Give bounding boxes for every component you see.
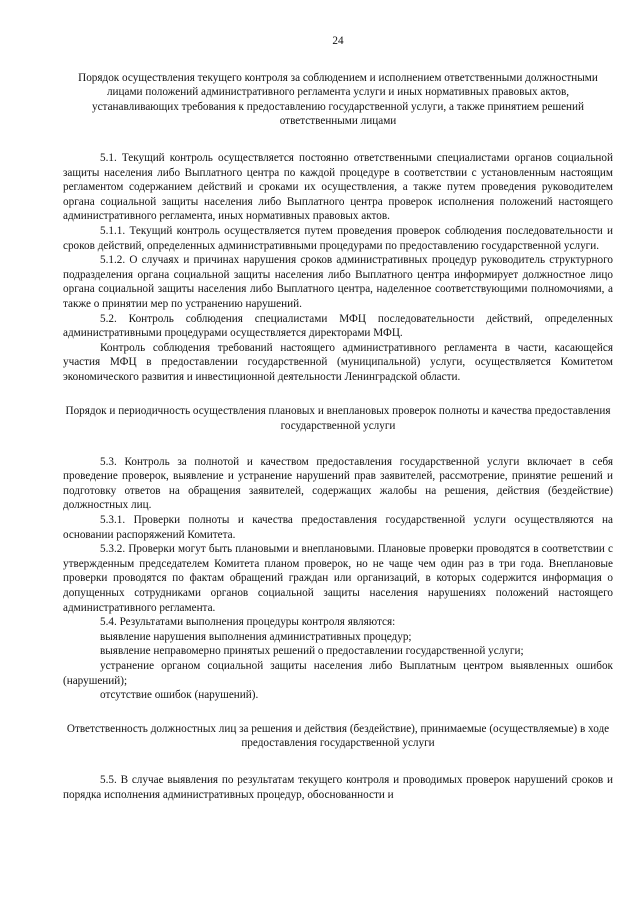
section-heading-inspections: Порядок и периодичность осуществления плановых и внеплановых проверок полноты и качества предоставления государственной услуги [65, 405, 611, 433]
list-item-violations: выявление нарушения выполнения административных процедур; [100, 630, 412, 643]
paragraph-5-4: 5.4. Результатами выполнения процедуры контроля являются: [100, 616, 396, 629]
paragraph-5-3-2: 5.3.2. Проверки могут быть плановыми и внеплановыми. Плановые проверки проводятся в соответствии с утвержденным председателем Комитета планом проверок, но не чаще чем один раз в три года. Внеплановые проверки проводятся по фактам обращений граждан или организаций, в которых содержится информация о допущенных сотрудниками органов социальной защиты населения нарушениях положений настоящего административного регламента. [63, 543, 613, 614]
paragraph-5-2: 5.2. Контроль соблюдения специалистами МФЦ последовательности действий, определенных административными процедурами осуществляется директорами МФЦ. [63, 312, 613, 340]
paragraph-5-3: 5.3. Контроль за полнотой и качеством предоставления государственной услуги включает в себя проведение проверок, выявление и устранение нарушений прав заявителей, рассмотрение, принятие решений и подготовку ответов на обращения заявителей, содержащих жалобы на решения, действия (бездействие) должностных лиц. [63, 455, 613, 512]
paragraph-5-3-1: 5.3.1. Проверки полноты и качества предоставления государственной услуги осуществляются на основании распоряжений Комитета. [63, 514, 613, 541]
section-heading-current-control: Порядок осуществления текущего контроля за соблюдением и исполнением ответственными должностными лицами положений административного регламента услуги и иных нормативных правовых актов, устанавливающих требования к предоставлению государственной услуги, а также принятием решений ответственными лицами [78, 71, 598, 128]
paragraph-5-1-2: 5.1.2. О случаях и причинах нарушения сроков административных процедур руководитель структурного подразделения органа социальной защиты населения либо Выплатного центра информирует должностное лицо органа социальной защиты населения либо Выплатного центра, наделенное соответствующими полномочиями, а также о принятии мер по устранению нарушений. [63, 254, 613, 310]
paragraph-5-1: 5.1. Текущий контроль осуществляется постоянно ответственными специалистами органов социальной защиты населения либо Выплатного центра по каждой процедуре в соответствии с установленным настоящим регламентом содержанием действий и сроками их осуществления, а также путем проведения руководителем органа социальной защиты населения либо Выплатного центра проверок исполнения положений настоящего административного регламента, иных нормативных правовых актов. [63, 151, 613, 223]
paragraph-mfc-control: Контроль соблюдения требований настоящего административного регламента в части, касающейся участия МФЦ в предоставлении государственной (муниципальной) услуги, осуществляется Комитетом экономического развития и инвестиционной деятельности Ленинградской области. [63, 341, 613, 383]
section-heading-responsibility: Ответственность должностных лиц за решения и действия (бездействие), принимаемые (осуществляемые) в ходе предоставления государственной услуги [66, 722, 610, 750]
list-item-no-errors: отсутствие ошибок (нарушений). [100, 689, 259, 702]
paragraph-5-1-1: 5.1.1. Текущий контроль осуществляется путем проведения проверок соблюдения последовательности и сроков действий, определенных административными процедурами по предоставлению государственной услуги. [63, 224, 613, 252]
list-item-error-correction: устранение органом социальной защиты населения либо Выплатным центром выявленных ошибок (нарушений); [63, 659, 613, 687]
paragraph-5-5: 5.5. В случае выявления по результатам текущего контроля и проводимых проверок нарушений сроков и порядка исполнения административных процедур, обоснованности и [63, 773, 613, 801]
page-number: 24 [332, 35, 344, 47]
list-item-unlawful-decisions: выявление неправомерно принятых решений о предоставлении государственной услуги; [100, 645, 524, 658]
